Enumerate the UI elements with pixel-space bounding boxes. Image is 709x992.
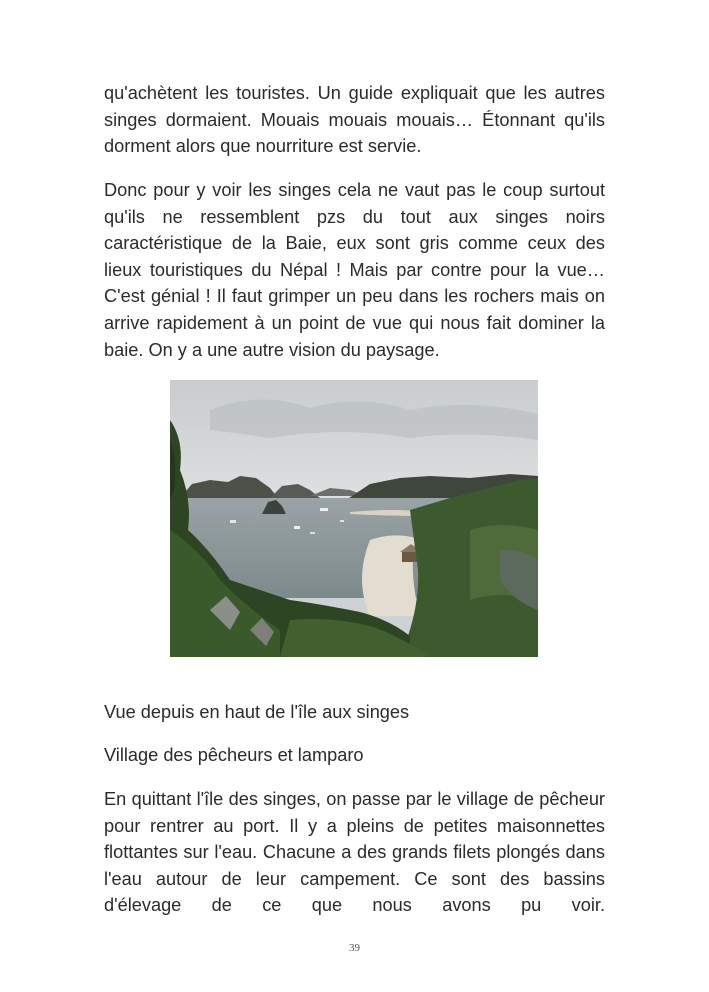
section-heading: Village des pêcheurs et lamparo: [104, 745, 364, 765]
photo-caption: Vue depuis en haut de l'île aux singes: [104, 702, 410, 722]
paragraph-fishing-village: En quittant l'île des singes, on passe par le village de pêcheur pour rentrer au port. Il y a pleins de petites maisonnettes flottantes sur l'eau. Chacune a des grands filets plongés dans l'eau autour de leur campement. Ce sont des bassins d'élevage de ce que nous avons pu voir.: [104, 789, 605, 916]
paragraph-monkeys-sleeping: qu'achètent les touristes. Un guide expliquait que les autres singes dormaient. Mouais mouais mouais… Étonnant qu'ils dorment alors que nourriture est servie.: [104, 83, 605, 157]
page-number: 39: [349, 942, 360, 954]
paragraph-viewpoint: Donc pour y voir les singes cela ne vaut pas le coup surtout qu'ils ne ressemblent pzs du tout aux singes noirs caractéristique de la Baie, eux sont gris comme ceux des lieux touristiques du Népal ! Mais par contre pour la vue… C'est génial ! Il faut grimper un peu dans les rochers mais on arrive rapidement à un point de vue qui nous fait dominer la baie. On y a une autre vision du paysage.: [104, 180, 605, 360]
bay-landscape-photo: [170, 380, 538, 657]
